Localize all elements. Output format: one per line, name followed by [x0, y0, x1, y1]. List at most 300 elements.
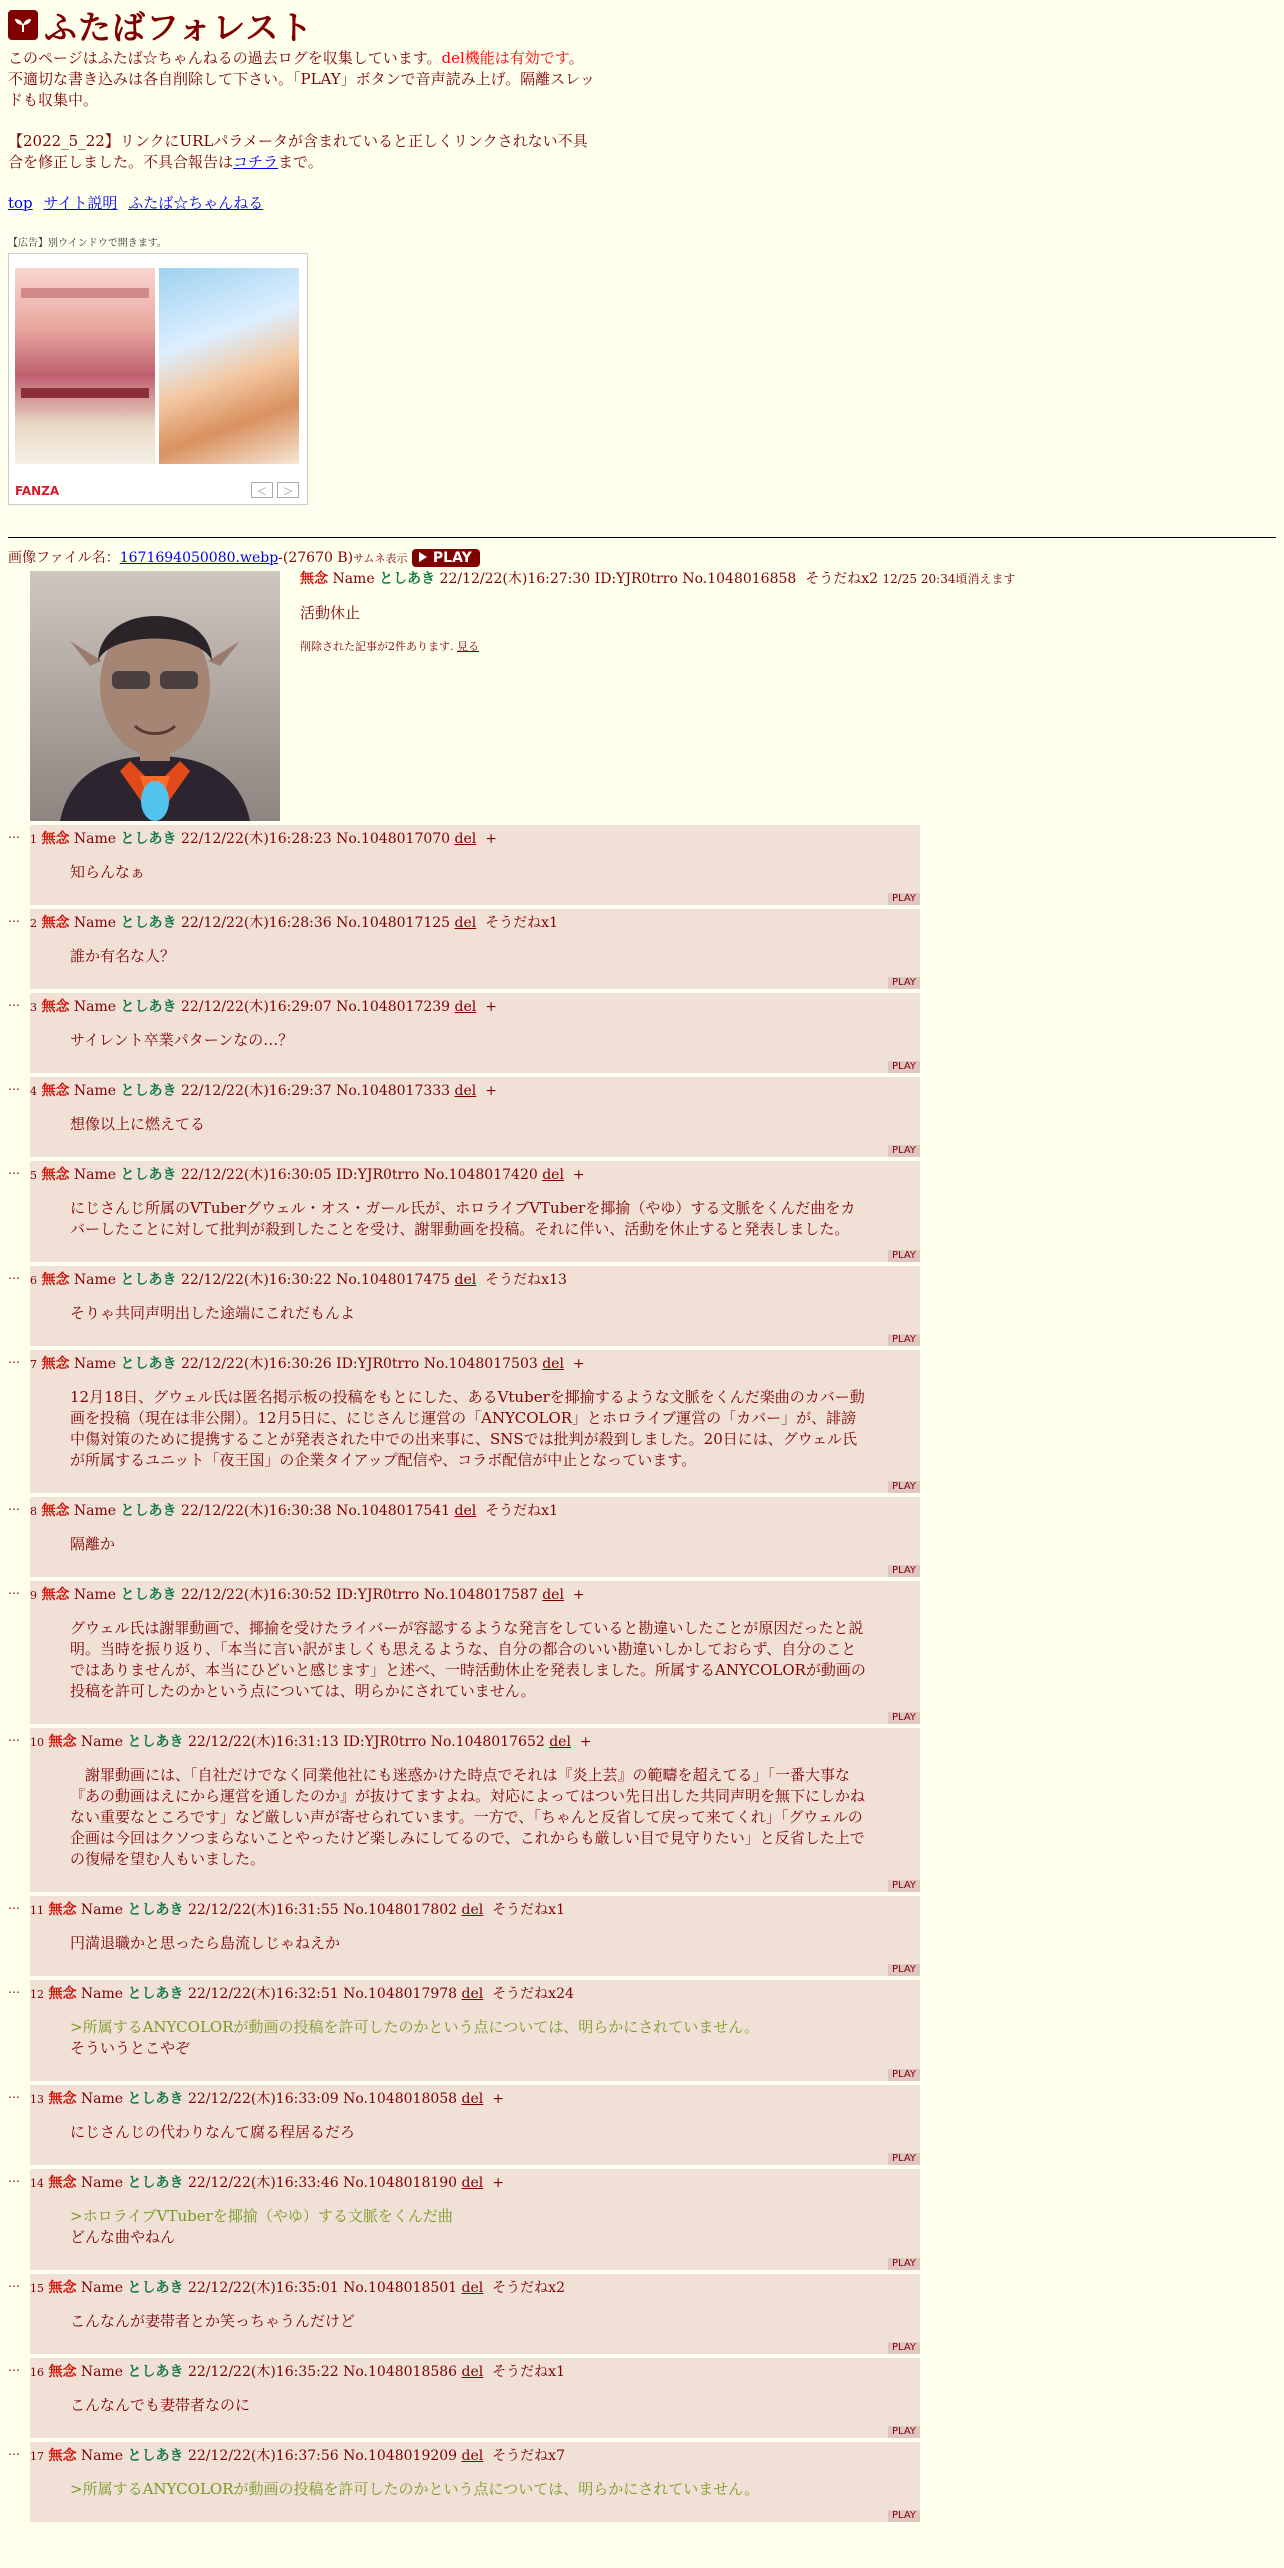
reply-name: としあき	[120, 1083, 177, 1099]
reply-play-button[interactable]: PLAY	[888, 2342, 920, 2354]
reply-line: にじさんじ所属のVTuberグウェル・オス・ガール氏が、ホロライブVTuberを揶揄（やゆ）する文脈をくんだ曲をカバーしたことに対して批判が殺到したことを受け、謝罪動画を投稿。それに伴い、活動を休止すると発表しました。	[70, 1199, 856, 1238]
list-item	[30, 1350, 920, 1493]
reply-subject: 無念	[41, 1503, 70, 1519]
reply-subject: 無念	[41, 999, 70, 1015]
reply-dots: …	[8, 1982, 20, 1996]
reply-number[interactable]: No.1048017333	[336, 1083, 451, 1099]
reply-spacer	[30, 1954, 920, 1976]
list-item	[30, 2085, 920, 2165]
separator	[8, 537, 1276, 538]
deleted-posts-note: 削除された記事が2件あります. 見る	[300, 640, 479, 653]
del-link[interactable]: del	[454, 999, 477, 1015]
table-row	[8, 1350, 1276, 1493]
reply-text	[70, 1387, 870, 1471]
reply-subject: 無念	[41, 1272, 70, 1288]
soudane-button[interactable]: +	[579, 1734, 592, 1750]
soudane-button[interactable]: +	[485, 831, 497, 847]
reply-index: 8	[30, 1505, 37, 1518]
reply-header: 16 無念 Name としあき 22/12/22(木)16:35:22 No.1048018586 del そうだねx1	[30, 2364, 565, 2380]
soudane-button[interactable]: +	[485, 1083, 497, 1099]
reply-subject: 無念	[48, 2448, 77, 2464]
reply-subject: 無念	[41, 1083, 70, 1099]
nav-about-link[interactable]: サイト説明	[43, 194, 118, 212]
reply-name: としあき	[120, 999, 177, 1015]
reply-index: 15	[30, 2282, 44, 2295]
reply-header: 3 無念 Name としあき 22/12/22(木)16:29:07 No.1048017239 del +	[30, 999, 497, 1015]
soudane-button[interactable]: そうだねx2	[492, 2280, 565, 2296]
reply-line: サイレント卒業パターンなの…？	[70, 1031, 294, 1049]
reply-subject: 無念	[41, 1587, 70, 1603]
soudane-button[interactable]: +	[485, 999, 497, 1015]
del-link[interactable]: del	[454, 915, 477, 931]
list-item	[30, 1266, 920, 1346]
del-link[interactable]: del	[454, 831, 477, 847]
op-post	[8, 569, 1276, 819]
reply-dots: …	[8, 2360, 20, 2374]
reply-index: 17	[30, 2450, 44, 2463]
reply-name: としあき	[120, 1587, 177, 1603]
reply-dots: …	[8, 2171, 20, 2185]
op-soudane[interactable]: そうだねx2	[805, 571, 879, 587]
del-link[interactable]: del	[461, 2091, 484, 2107]
reply-spacer	[30, 2143, 920, 2165]
reply-index: 3	[30, 1001, 37, 1014]
op-subject: 無念	[300, 571, 328, 587]
reply-dots: …	[8, 2276, 20, 2290]
reply-quote: >所属するANYCOLORが動画の投稿を許可したのかという点については、明らかにされていません。	[70, 2480, 760, 2498]
reply-line: 誰か有名な人？	[70, 947, 176, 965]
table-row	[8, 2169, 1276, 2270]
reply-text	[70, 1198, 870, 1240]
op-text: 活動休止	[300, 604, 361, 622]
soudane-button[interactable]: +	[572, 1167, 585, 1183]
reply-dots: …	[8, 911, 20, 925]
reply-line: 隔離か	[70, 1535, 116, 1553]
list-item	[30, 2358, 920, 2438]
table-row	[8, 2085, 1276, 2165]
del-link[interactable]: del	[461, 2280, 484, 2296]
reply-line: 12月18日、グウェル氏は匿名掲示板の投稿をもとにした、あるVtuberを揶揄するような文脈をくんだ楽曲のカバー動画を投稿（現在は非公開）。12月5日に、にじさんじ運営の「ANYCOLOR」とホロライブ運営の「カバー」が、誹謗中傷対策のために提携することが発表された中での出来事に、SNSでは批判が殺到しました。20日には、グウェル氏が所属するユニット「夜王国」の企業タイアップ配信や、コラボ配信が中止となっています。	[70, 1388, 865, 1469]
ad-label: 【広告】別ウインドウで開きます。	[8, 238, 167, 249]
reply-index: 14	[30, 2177, 44, 2190]
ad-brand-logo: FANZA	[15, 484, 60, 498]
reply-spacer	[30, 2059, 920, 2081]
reply-number[interactable]: No.1048017475	[336, 1272, 451, 1288]
table-row	[8, 1161, 1276, 1262]
table-row	[8, 825, 1276, 905]
table-row	[8, 1581, 1276, 1724]
del-link[interactable]: del	[461, 1902, 484, 1918]
reply-subject: 無念	[48, 1734, 77, 1750]
reply-text	[70, 2206, 870, 2248]
op-file-info: 画像ファイル名：1671694050080.webp-(27670 B)サムネ表示 PLAY	[8, 548, 1276, 569]
reply-datetime: 22/12/22(木)16:37:56	[187, 2448, 339, 2464]
thumb-toggle[interactable]: サムネ表示	[353, 552, 408, 565]
reply-index: 16	[30, 2366, 44, 2379]
reply-play-button[interactable]: PLAY	[888, 1712, 920, 1724]
reply-line: どんな曲やねん	[70, 2228, 176, 2246]
reply-quote: >所属するANYCOLORが動画の投稿を許可したのかという点については、明らかにされていません。	[70, 2018, 760, 2036]
del-link[interactable]: del	[461, 1986, 484, 2002]
reply-text	[70, 1303, 870, 1324]
reply-header: 8 無念 Name としあき 22/12/22(木)16:30:38 No.1048017541 del そうだねx1	[30, 1503, 558, 1519]
del-link[interactable]: del	[542, 1356, 564, 1372]
soudane-button[interactable]: そうだねx1	[485, 1503, 558, 1519]
list-item	[30, 1728, 920, 1892]
reply-datetime: 22/12/22(木)16:30:38	[180, 1503, 332, 1519]
reply-name: としあき	[120, 1503, 177, 1519]
table-row	[8, 1728, 1276, 1892]
reply-line: そういうとこやぞ	[70, 2039, 191, 2057]
table-row	[8, 909, 1276, 989]
op-name: としあき	[379, 571, 436, 587]
reply-header: 14 無念 Name としあき 22/12/22(木)16:33:46 No.1048018190 del +	[30, 2175, 504, 2191]
reply-datetime: 22/12/22(木)16:30:05	[180, 1167, 332, 1183]
reply-spacer	[30, 883, 920, 905]
reply-index: 13	[30, 2093, 44, 2106]
reply-id: ID:YJR0trro	[336, 1587, 420, 1603]
reply-header: 12 無念 Name としあき 22/12/22(木)16:32:51 No.1048017978 del そうだねx24	[30, 1986, 574, 2002]
del-enabled-note: del機能は有効です	[441, 49, 569, 67]
reply-dots: …	[8, 1499, 20, 1513]
reply-dots: …	[8, 1163, 20, 1177]
reply-name: としあき	[120, 831, 177, 847]
reply-line: 知らんなぁ	[70, 863, 146, 881]
reply-play-button[interactable]: PLAY	[888, 893, 920, 905]
site-nav	[8, 193, 1276, 214]
reply-number[interactable]: No.1048017587	[423, 1587, 538, 1603]
reply-name: としあき	[127, 2175, 184, 2191]
reply-play-button[interactable]: PLAY	[888, 2510, 920, 2522]
ad-next-button[interactable]: ＞	[277, 482, 299, 498]
reply-text	[70, 862, 870, 883]
reply-play-button[interactable]: PLAY	[888, 1481, 920, 1493]
update-notice: 【2022_5_22】リンクにURLパラメータが含まれていると正しくリンクされない不具合を修正しました。不具合報告はコチラまで。	[8, 132, 588, 171]
list-item	[30, 1077, 920, 1157]
list-item	[30, 2274, 920, 2354]
op-datetime: 22/12/22(木)16:27:30	[439, 571, 591, 587]
reply-dots: …	[8, 1352, 20, 1366]
reply-header: 7 無念 Name としあき 22/12/22(木)16:30:26 ID:YJR0trro No.1048017503 del +	[30, 1356, 585, 1372]
reply-play-button[interactable]: PLAY	[888, 2069, 920, 2081]
reply-number[interactable]: No.1048017503	[423, 1356, 538, 1372]
reply-subject: 無念	[41, 831, 70, 847]
reply-header: 11 無念 Name としあき 22/12/22(木)16:31:55 No.1048017802 del そうだねx1	[30, 1902, 565, 1918]
op-id: ID:YJR0trro	[594, 571, 678, 587]
soudane-button[interactable]: そうだねx1	[492, 2364, 565, 2380]
reply-play-button[interactable]: PLAY	[888, 1565, 920, 1577]
reply-play-button[interactable]: PLAY	[888, 1061, 920, 1073]
list-item	[30, 1896, 920, 1976]
reply-id: ID:YJR0trro	[336, 1356, 420, 1372]
site-title: ふたばフォレスト	[44, 7, 314, 47]
del-link[interactable]: del	[461, 2448, 484, 2464]
reply-datetime: 22/12/22(木)16:30:22	[180, 1272, 332, 1288]
intro-text: このページはふたば☆ちゃんねるの過去ログを収集しています。del機能は有効です。不適切な書き込みは各自削除して下さい。「PLAY」ボタンで音声読み上げ。隔離スレッドも収集中。	[8, 49, 595, 109]
del-link[interactable]: del	[461, 2175, 484, 2191]
op-header: 無念 Name としあき 22/12/22(木)16:27:30 ID:YJR0trro No.1048016858 そうだねx2 12/25 20:34頃消えます	[300, 571, 1016, 587]
del-link[interactable]: del	[454, 1083, 477, 1099]
list-item	[30, 825, 920, 905]
soudane-button[interactable]: そうだねx24	[492, 1986, 574, 2002]
reply-line: グウェル氏は謝罪動画で、揶揄を受けたライバーが容認するような発言をしていると勘違いしたことが原因だったと説明。当時を振り返り、「本当に言い訳がましくも思えるような、自分の都合のいい勘違いしかしておらず、自分のことではありませんが、本当にひどいと感じます」と述べ、一時活動休止を発表しました。所属するANYCOLORが動画の投稿を許可したのかという点については、明らかにされていません。	[70, 1619, 866, 1700]
reply-datetime: 22/12/22(木)16:28:23	[180, 831, 332, 847]
op-body	[300, 569, 1015, 654]
reply-index: 1	[30, 833, 37, 846]
table-row	[8, 1497, 1276, 1577]
reply-header: 5 無念 Name としあき 22/12/22(木)16:30:05 ID:YJR0trro No.1048017420 del +	[30, 1167, 585, 1183]
soudane-button[interactable]: そうだねx1	[492, 1902, 565, 1918]
reply-play-button[interactable]: PLAY	[888, 2426, 920, 2438]
leaf-logo-icon	[8, 10, 38, 40]
soudane-button[interactable]: +	[492, 2175, 504, 2191]
reply-line: 想像以上に燃えてる	[70, 1115, 206, 1133]
reply-datetime: 22/12/22(木)16:31:55	[187, 1902, 339, 1918]
reply-subject: 無念	[48, 1902, 77, 1918]
reply-datetime: 22/12/22(木)16:29:07	[180, 999, 332, 1015]
reply-play-button[interactable]: PLAY	[888, 977, 920, 989]
reply-name: としあき	[120, 1167, 177, 1183]
reply-datetime: 22/12/22(木)16:30:52	[180, 1587, 332, 1603]
reply-name: としあき	[127, 2448, 184, 2464]
reply-text	[70, 2311, 870, 2332]
list-item	[30, 1581, 920, 1724]
reply-header: 1 無念 Name としあき 22/12/22(木)16:28:23 No.1048017070 del +	[30, 831, 497, 847]
reply-play-button[interactable]: PLAY	[888, 1334, 920, 1346]
reply-subject: 無念	[48, 2364, 77, 2380]
reply-number[interactable]: No.1048018586	[343, 2364, 458, 2380]
reply-dots: …	[8, 1079, 20, 1093]
reply-list	[8, 825, 1276, 2522]
op-number[interactable]: No.1048016858	[682, 571, 797, 587]
reply-text	[70, 1618, 870, 1702]
reply-dots: …	[8, 1583, 20, 1597]
table-row	[8, 2442, 1276, 2522]
op-expire: 12/25 20:34頃消えます	[882, 572, 1016, 586]
reply-subject: 無念	[48, 1986, 77, 2002]
table-row	[8, 1980, 1276, 2081]
reply-datetime: 22/12/22(木)16:35:22	[187, 2364, 339, 2380]
reply-subject: 無念	[41, 1356, 70, 1372]
list-item	[30, 2442, 920, 2522]
table-row	[8, 2358, 1276, 2438]
ad-prev-button[interactable]: ＜	[251, 482, 273, 498]
reply-number[interactable]: No.1048017070	[336, 831, 451, 847]
reply-number[interactable]: No.1048017652	[430, 1734, 545, 1750]
reply-datetime: 22/12/22(木)16:32:51	[187, 1986, 339, 2002]
reply-line: 謝罪動画には、「自社だけでなく同業他社にも迷惑かけた時点でそれは『炎上芸』の範疇を超えてる」「一番大事な『あの動画はえにから運営を通したのか』が抜けてますよね。対応によってはつい先日出した共同声明を無下にしかねない重要なところです」など厳しい声が寄せられています。一方で、「ちゃんと反省して戻って来てくれ」「グウェルの企画は今回はクソつまらないことやったけど楽しみにしてるので、これからも厳しい目で見守りたい」と反省した上での復帰を望む人もいました。	[70, 1766, 866, 1868]
nav-futaba-link[interactable]: ふたば☆ちゃんねる	[128, 194, 264, 212]
reply-dots: …	[8, 1730, 20, 1744]
reply-line: こんなんでも妻帯者なのに	[70, 2396, 251, 2414]
reply-play-button[interactable]: PLAY	[888, 1250, 920, 1262]
reply-number[interactable]: No.1048017420	[423, 1167, 538, 1183]
reply-dots: …	[8, 1898, 20, 1912]
reply-header: 6 無念 Name としあき 22/12/22(木)16:30:22 No.1048017475 del そうだねx13	[30, 1272, 567, 1288]
reply-play-button[interactable]: PLAY	[888, 1964, 920, 1976]
reply-datetime: 22/12/22(木)16:31:13	[187, 1734, 339, 1750]
del-link[interactable]: del	[542, 1587, 564, 1603]
reply-line: そりゃ共同声明出した途端にこれだもんよ	[70, 1304, 356, 1322]
reply-name: としあき	[127, 2280, 184, 2296]
site-header	[8, 6, 1276, 47]
play-icon	[418, 551, 428, 563]
reply-number[interactable]: No.1048017541	[336, 1503, 451, 1519]
reply-index: 9	[30, 1589, 37, 1602]
reply-dots: …	[8, 827, 20, 841]
reply-text	[70, 2395, 870, 2416]
reply-name: としあき	[127, 2364, 184, 2380]
reply-text	[70, 2017, 870, 2059]
ad-banner[interactable]	[8, 253, 308, 505]
reply-dots: …	[8, 995, 20, 1009]
soudane-button[interactable]: そうだねx1	[485, 915, 558, 931]
reply-number[interactable]: No.1048018190	[343, 2175, 458, 2191]
reply-spacer	[30, 1555, 920, 1577]
list-item	[30, 2169, 920, 2270]
reply-datetime: 22/12/22(木)16:29:37	[180, 1083, 332, 1099]
reply-subject: 無念	[48, 2280, 77, 2296]
ad-image-right[interactable]	[159, 268, 299, 464]
soudane-button[interactable]: そうだねx7	[492, 2448, 565, 2464]
reply-datetime: 22/12/22(木)16:33:09	[187, 2091, 339, 2107]
reply-number[interactable]: No.1048019209	[343, 2448, 458, 2464]
reply-number[interactable]: No.1048018058	[343, 2091, 458, 2107]
reply-index: 2	[30, 917, 37, 930]
reply-spacer	[30, 2416, 920, 2438]
reply-play-button[interactable]: PLAY	[888, 1880, 920, 1892]
reply-line: にじさんじの代わりなんて腐る程居るだろ	[70, 2123, 356, 2141]
table-row	[8, 1896, 1276, 1976]
page	[8, 6, 1276, 2526]
reply-subject: 無念	[48, 2091, 77, 2107]
reply-text	[70, 2122, 870, 2143]
reply-header: 13 無念 Name としあき 22/12/22(木)16:33:09 No.1048018058 del +	[30, 2091, 504, 2107]
reply-text	[70, 1114, 870, 1135]
del-link[interactable]: del	[454, 1272, 477, 1288]
table-row	[8, 1266, 1276, 1346]
reply-play-button[interactable]: PLAY	[888, 2258, 920, 2270]
list-item	[30, 909, 920, 989]
reply-text	[70, 1765, 870, 1870]
reply-dots: …	[8, 2444, 20, 2458]
reply-spacer	[30, 967, 920, 989]
reply-text	[70, 1030, 870, 1051]
reply-header: 15 無念 Name としあき 22/12/22(木)16:35:01 No.1048018501 del そうだねx2	[30, 2280, 565, 2296]
reply-spacer	[30, 1471, 920, 1493]
reply-subject: 無念	[48, 2175, 77, 2191]
op-thumbnail-image[interactable]	[30, 571, 280, 821]
reply-number[interactable]: No.1048018501	[343, 2280, 458, 2296]
reply-number[interactable]: No.1048017802	[343, 1902, 458, 1918]
reply-index: 5	[30, 1169, 37, 1182]
reply-number[interactable]: No.1048017125	[336, 915, 451, 931]
reply-text	[70, 946, 870, 967]
reply-text	[70, 1933, 870, 1954]
reply-datetime: 22/12/22(木)16:35:01	[187, 2280, 339, 2296]
reply-index: 11	[30, 1904, 44, 1917]
reply-name: としあき	[127, 1902, 184, 1918]
reply-spacer	[30, 1051, 920, 1073]
reply-name: としあき	[127, 1734, 184, 1750]
reply-dots: …	[8, 1268, 20, 1282]
table-row	[8, 993, 1276, 1073]
reply-line: 円満退職かと思ったら島流しじゃねえか	[70, 1934, 341, 1952]
list-item	[30, 1980, 920, 2081]
del-link[interactable]: del	[454, 1503, 477, 1519]
del-link[interactable]: del	[549, 1734, 571, 1750]
soudane-button[interactable]: +	[572, 1356, 585, 1372]
reply-header: 9 無念 Name としあき 22/12/22(木)16:30:52 ID:YJR0trro No.1048017587 del +	[30, 1587, 585, 1603]
reply-index: 10	[30, 1736, 44, 1749]
reply-index: 6	[30, 1274, 37, 1287]
list-item	[30, 993, 920, 1073]
reply-datetime: 22/12/22(木)16:28:36	[180, 915, 332, 931]
reply-spacer	[30, 2332, 920, 2354]
table-row	[8, 1077, 1276, 1157]
reply-index: 7	[30, 1358, 37, 1371]
reply-line: こんなんが妻帯者とか笑っちゃうんだけど	[70, 2312, 356, 2330]
reply-index: 12	[30, 1988, 44, 2001]
reply-spacer	[30, 1324, 920, 1346]
reply-name: としあき	[127, 1986, 184, 2002]
soudane-button[interactable]: そうだねx13	[485, 1272, 567, 1288]
list-item	[30, 1497, 920, 1577]
reply-name: としあき	[120, 915, 177, 931]
op-file-link[interactable]: 1671694050080.webp	[119, 550, 279, 566]
reply-header: 2 無念 Name としあき 22/12/22(木)16:28:36 No.1048017125 del そうだねx1	[30, 915, 558, 931]
reply-spacer	[30, 1702, 920, 1724]
del-link[interactable]: del	[461, 2364, 484, 2380]
list-item	[30, 1161, 920, 1262]
reply-datetime: 22/12/22(木)16:33:46	[187, 2175, 339, 2191]
reply-number[interactable]: No.1048017239	[336, 999, 451, 1015]
reply-quote: >ホロライブVTuberを揶揄（やゆ）する文脈をくんだ曲	[70, 2207, 453, 2225]
op-play-button[interactable]: PLAY	[412, 549, 480, 567]
reply-header: 4 無念 Name としあき 22/12/22(木)16:29:37 No.1048017333 del +	[30, 1083, 497, 1099]
ad-image-left[interactable]	[15, 268, 155, 464]
report-link[interactable]: コチラ	[233, 153, 279, 171]
table-row	[8, 2274, 1276, 2354]
reply-play-button[interactable]: PLAY	[888, 2153, 920, 2165]
reply-play-button[interactable]: PLAY	[888, 1145, 920, 1157]
reply-subject: 無念	[41, 1167, 70, 1183]
reply-dots: …	[8, 2087, 20, 2101]
reply-header: 10 無念 Name としあき 22/12/22(木)16:31:13 ID:YJR0trro No.1048017652 del +	[30, 1734, 592, 1750]
reply-header: 17 無念 Name としあき 22/12/22(木)16:37:56 No.1048019209 del そうだねx7	[30, 2448, 565, 2464]
reply-id: ID:YJR0trro	[343, 1734, 427, 1750]
reply-text	[70, 1534, 870, 1555]
reply-spacer	[30, 2248, 920, 2270]
reply-subject: 無念	[41, 915, 70, 931]
nav-top-link[interactable]: top	[8, 194, 33, 212]
show-deleted-link[interactable]: 見る	[457, 640, 479, 653]
reply-text	[70, 2479, 870, 2500]
reply-name: としあき	[120, 1356, 177, 1372]
reply-name: としあき	[120, 1272, 177, 1288]
reply-number[interactable]: No.1048017978	[343, 1986, 458, 2002]
soudane-button[interactable]: +	[572, 1587, 585, 1603]
reply-spacer	[30, 1240, 920, 1262]
del-link[interactable]: del	[542, 1167, 564, 1183]
reply-index: 4	[30, 1085, 37, 1098]
reply-name: としあき	[127, 2091, 184, 2107]
soudane-button[interactable]: +	[492, 2091, 504, 2107]
reply-spacer	[30, 1135, 920, 1157]
reply-id: ID:YJR0trro	[336, 1167, 420, 1183]
ad-carousel-nav	[251, 482, 299, 498]
reply-spacer	[30, 1870, 920, 1892]
